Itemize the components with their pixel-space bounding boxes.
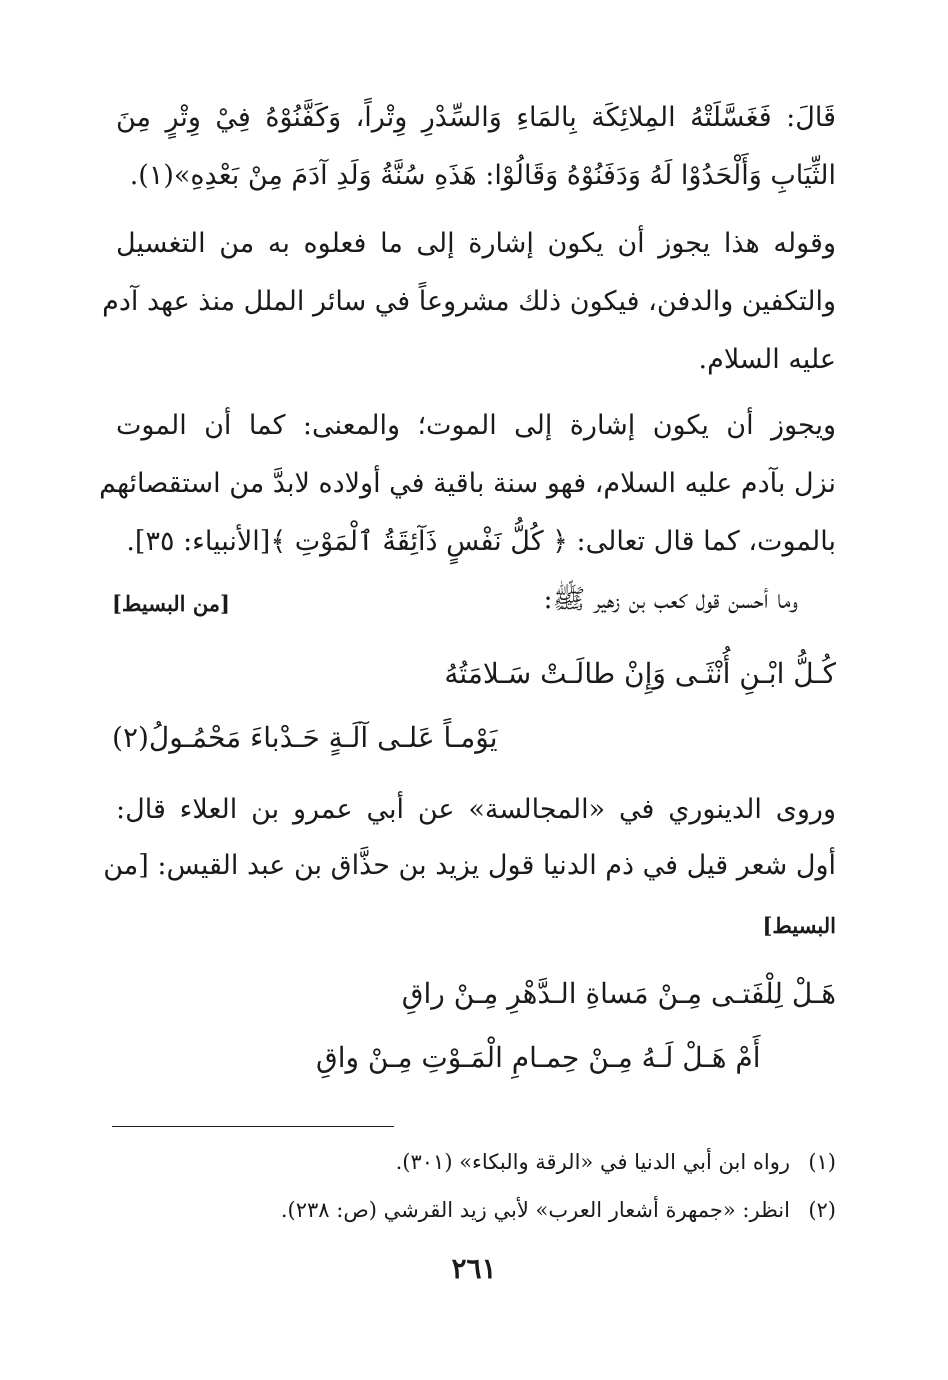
hadith-line-1: قَالَ: فَغَسَّلَتْهُ المِلائِكَة بِالمَاءِ وَالسِّدْرِ وِتْراً، وَكَفَّنُوْهُ فِيْ وِتْرٍ مِنَ xyxy=(116,102,836,133)
footnote-1-text: رواه ابن أبي الدنيا في «الرقة والبكاء» (٣٠١). xyxy=(395,1150,790,1174)
footnote-2-text: انظر: «جمهرة أشعار العرب» لأبي زيد القرشي (ص: ٢٣٨). xyxy=(280,1198,790,1222)
verse-1-second-hemistich: يَوْمـاً عَلـى آلَـةٍ حَـدْباءَ مَحْمُـولُ(٢) xyxy=(112,721,498,754)
paragraph-3-line-3: بالموت، كما قال تعالى: ﴿ كُلُّ نَفْسٍ ذَآئِقَةُ ٱلْمَوْتِ ﴾[الأنبياء: ٣٥]. xyxy=(126,526,836,557)
paragraph-3-line-2: نزل بآدم عليه السلام، فهو سنة باقية في أولاده لابدَّ من استقصائهم xyxy=(99,468,836,499)
footnote-1-number: (١) xyxy=(808,1150,836,1174)
footnote-2-number: (٢) xyxy=(808,1198,836,1222)
paragraph-2-line-1: وقوله هذا يجوز أن يكون إشارة إلى ما فعلوه به من التغسيل xyxy=(116,228,836,259)
verse-1-first-hemistich: كُـلُّ ابْـنِ أُنْثَـى وَإِنْ طالَـتْ سَـلامَتُهُ xyxy=(444,657,836,690)
footnote-1 xyxy=(396,1146,836,1178)
paragraph-5-line-1: وروى الدينوري في «المجالسة» عن أبي عمرو بن العلاء قال: xyxy=(116,794,836,825)
poem-meter-label: [من البسيط] xyxy=(112,591,230,616)
paragraph-5-line-2: أول شعر قيل في ذم الدنيا قول يزيد بن حذَّاق بن عبد القيس: [من xyxy=(103,850,836,881)
paragraph-3-line-1: ويجوز أن يكون إشارة إلى الموت؛ والمعنى: كما أن الموت xyxy=(116,410,836,441)
verse-2-first-hemistich: هَـلْ لِلْفَتـى مِـنْ مَساةِ الـدَّهْرِ مِـنْ راقِ xyxy=(401,977,836,1010)
paragraph-2-line-3: عليه السلام. xyxy=(698,344,836,375)
footnote-2 xyxy=(281,1194,836,1226)
footnote-separator xyxy=(112,1126,394,1127)
poem-intro: وما أحسن قول كعب بن زهير ﷺ: xyxy=(543,584,798,615)
page-number: ٢٦١ xyxy=(451,1252,497,1285)
paragraph-5-line-3: البسيط] xyxy=(762,913,836,938)
verse-2-second-hemistich: أَمْ هَـلْ لَـهُ مِـنْ حِمـامِ الْمَـوْتِ مِـنْ واقِ xyxy=(316,1041,761,1074)
paragraph-2-line-2: والتكفين والدفن، فيكون ذلك مشروعاً في سائر الملل منذ عهد آدم xyxy=(102,286,836,317)
hadith-line-2: الثِّيَابِ وَأَلْحَدُوْا لَهُ وَدَفَنُوْهُ وَقَالُوْا: هَذَهِ سُنَّةُ وَلَدِ آدَمَ مِنْ بَعْدِهِ»(١). xyxy=(129,160,836,191)
